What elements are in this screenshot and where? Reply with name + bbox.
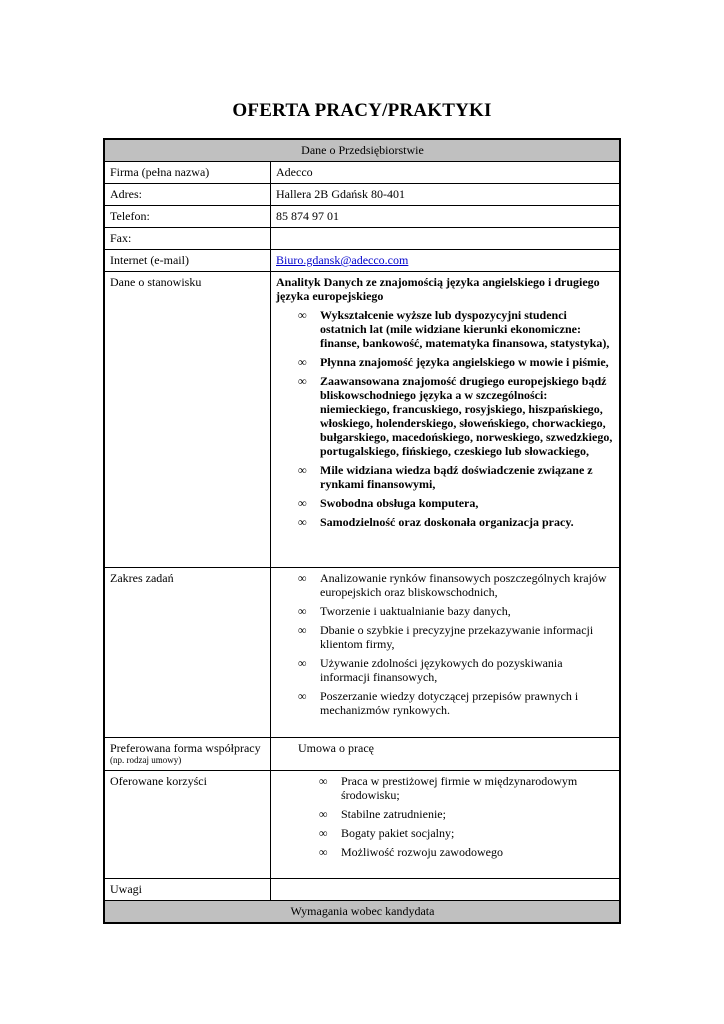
infinity-bullet-icon: ∞ <box>298 308 307 322</box>
infinity-bullet-icon: ∞ <box>319 845 328 859</box>
row-telefon <box>104 206 620 228</box>
telefon-value: 85 874 97 01 <box>271 206 621 228</box>
section-company-label: Dane o Przedsiębiorstwie <box>104 139 620 162</box>
row-zakres <box>104 568 620 738</box>
list-item: ∞ Płynna znajomość języka angielskiego w mowie i piśmie, <box>298 355 609 369</box>
requirements-list <box>276 308 615 529</box>
infinity-bullet-icon: ∞ <box>319 807 328 821</box>
job-headline: Analityk Danych ze znajomością języka angielskiego i drugiego języka europejskiego <box>276 275 600 303</box>
infinity-bullet-icon: ∞ <box>298 374 307 388</box>
list-item: ∞ Bogaty pakiet socjalny; <box>319 826 455 840</box>
infinity-bullet-icon: ∞ <box>298 689 307 703</box>
forma-value: Umowa o pracę <box>298 741 374 755</box>
infinity-bullet-icon: ∞ <box>298 571 307 585</box>
row-adres <box>104 184 620 206</box>
infinity-bullet-icon: ∞ <box>319 826 328 840</box>
korzysci-label: Oferowane korzyści <box>104 771 271 879</box>
section-candidate-label: Wymagania wobec kandydata <box>104 901 620 924</box>
forma-label: Preferowana forma współpracy (np. rodzaj umowy) <box>104 738 271 771</box>
adres-value: Hallera 2B Gdańsk 80-401 <box>271 184 621 206</box>
list-item: ∞ Mile widziana wiedza bądź doświadczenie związane z rynkami finansowymi, <box>298 463 593 491</box>
infinity-bullet-icon: ∞ <box>298 496 307 510</box>
infinity-bullet-icon: ∞ <box>298 623 307 637</box>
stanowisko-label: Dane o stanowisku <box>104 272 271 568</box>
fax-label: Fax: <box>104 228 271 250</box>
row-internet <box>104 250 620 272</box>
zakres-value <box>271 568 621 738</box>
telefon-label: Telefon: <box>104 206 271 228</box>
adres-label: Adres: <box>104 184 271 206</box>
list-item: ∞ Stabilne zatrudnienie; <box>319 807 446 821</box>
list-item: ∞ Swobodna obsługa komputera, <box>298 496 479 510</box>
section-header-company <box>104 139 620 162</box>
row-korzysci <box>104 771 620 879</box>
row-fax <box>104 228 620 250</box>
list-item: ∞ Poszerzanie wiedzy dotyczącej przepisów prawnych i mechanizmów rynkowych. <box>298 689 579 717</box>
offer-form-table <box>103 138 621 924</box>
list-item: ∞ Zaawansowana znajomość drugiego europejskiego bądź bliskowschodniego języka a w szczególności: niemieckiego, francuskiego, rosyjskiego, hiszpańskiego, włoskiego, holenderskiego, słoweńskiego, chorwackiego, bułgarskiego, macedońskiego, norweskiego, szwedzkiego, portugalskiego, fińskiego, czeskiego lub słowackiego, <box>298 374 613 458</box>
page-title: OFERTA PRACY/PRAKTYKI <box>232 100 492 121</box>
infinity-bullet-icon: ∞ <box>319 774 328 788</box>
internet-label: Internet (e-mail) <box>104 250 271 272</box>
list-item: ∞ Używanie zdolności językowych do pozyskiwania informacji finansowych, <box>298 656 563 684</box>
infinity-bullet-icon: ∞ <box>298 515 307 529</box>
list-item: ∞ Praca w prestiżowej firmie w międzynarodowym środowisku; <box>319 774 578 802</box>
list-item: ∞ Tworzenie i uaktualnianie bazy danych, <box>298 604 511 618</box>
list-item: ∞ Analizowanie rynków finansowych poszczególnych krajów europejskich oraz bliskowschodnich, <box>298 571 607 599</box>
row-forma <box>104 738 620 771</box>
uwagi-label: Uwagi <box>104 879 271 901</box>
korzysci-value <box>271 771 621 879</box>
firma-value: Adecco <box>271 162 621 184</box>
email-link[interactable]: Biuro.gdansk@adecco.com <box>276 253 409 267</box>
row-stanowisko <box>104 272 620 568</box>
zakres-label: Zakres zadań <box>104 568 271 738</box>
row-firma <box>104 162 620 184</box>
list-item: ∞ Możliwość rozwoju zawodowego <box>319 845 503 859</box>
list-item: ∞ Dbanie o szybkie i precyzyjne przekazywanie informacji klientom firmy, <box>298 623 594 651</box>
infinity-bullet-icon: ∞ <box>298 604 307 618</box>
forma-sublabel: (np. rodzaj umowy) <box>110 755 182 765</box>
tasks-list <box>276 571 615 717</box>
section-header-candidate <box>104 901 620 924</box>
row-uwagi <box>104 879 620 901</box>
list-item: ∞ Wykształcenie wyższe lub dyspozycyjni studenci ostatnich lat (mile widziane kierunki ekonomiczne: finanse, bankowość, matematyka finansowa, statystyka), <box>298 308 610 350</box>
firma-label: Firma (pełna nazwa) <box>104 162 271 184</box>
infinity-bullet-icon: ∞ <box>298 656 307 670</box>
fax-value <box>271 228 621 250</box>
infinity-bullet-icon: ∞ <box>298 355 307 369</box>
infinity-bullet-icon: ∞ <box>298 463 307 477</box>
list-item: ∞ Samodzielność oraz doskonała organizacja pracy. <box>298 515 574 529</box>
benefits-list <box>276 774 615 859</box>
stanowisko-value <box>271 272 621 568</box>
uwagi-value <box>271 879 621 901</box>
